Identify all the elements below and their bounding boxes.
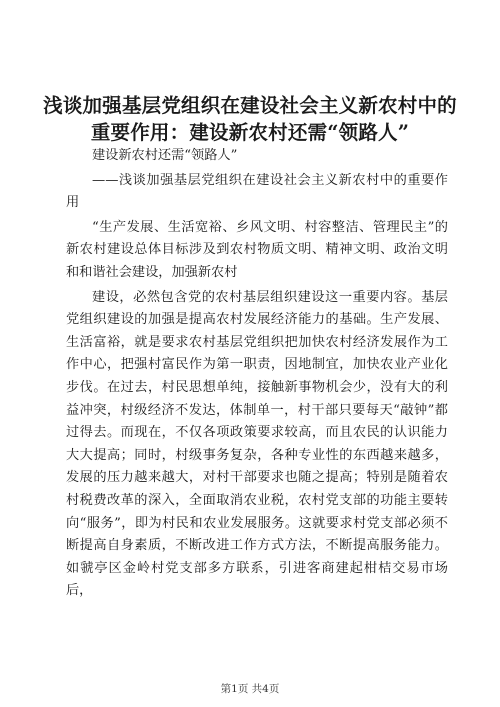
document-title: 浅谈加强基层党组织在建设社会主义新农村中的重要作用：建设新农村还需“领路人” [43,94,457,144]
subtitle-line: 建设新农村还需“领路人” [92,148,238,163]
paragraph-party-building: 建设，必然包含党的农村基层组织建设这一重要内容。基层党组织建设的加强是提高农村发展经济能力的基础。生产发展、生活富裕，就是要求农村基层党组织把加快农村经济发展作为工作中心，把强村富民作为第一职责，因地制宜，加快农业产业化步伐。在过去，村民思想单纯，接触新事物机会少，没有大的利益冲突，村级经济不发达，体制单一，村干部只要每天“敲钟”都过得去。而现在，不仅各项政策要求较高，而且农民的认识能力大大提高；同时，村级事务复杂，各种专业性的东西越来越多，发展的压力越来越大，对村干部要求也随之提高；特别是随着农村税费改革的深入，全面取消农业税，农村党支部的功能主要转向“服务”，即为村民和农业发展服务。这就要求村党支部必须不断提高自身素质，不断改进工作方式方法，不断提高服务能力。如虢亭区金岭村党支部多方联系，引进客商建起柑桔交易市场后， [66,289,448,599]
document-body [66,145,448,603]
paragraph-goals: “生产发展、生活宽裕、乡风文明、村容整洁、管理民主”的新农村建设总体目标涉及到农村物质文明、精神文明、政治文明和和谐社会建设，加强新农村 [66,219,448,280]
page-footer: 第1页 共4页 [220,683,280,695]
subtitle-dash-line: ——浅谈加强基层党组织在建设社会主义新农村中的重要作用 [66,172,448,211]
